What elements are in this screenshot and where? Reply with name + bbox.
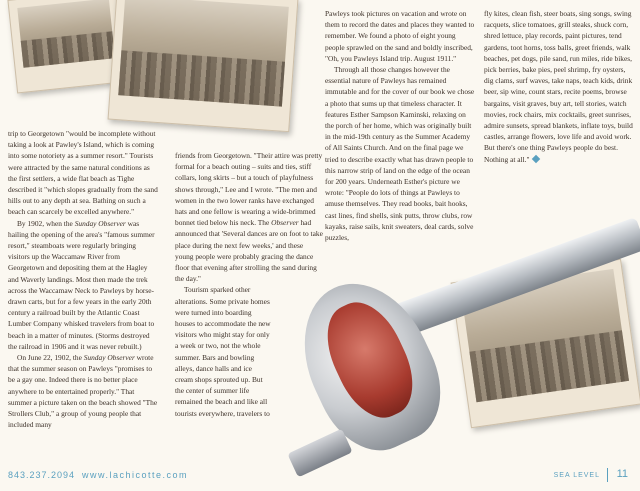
text-column-2	[175, 150, 323, 419]
paragraph: fly kites, clean fish, steer boats, sing songs, swing racquets, slice tomatoes, grill steaks, shuck corn, shred lettuce, play records, paint pictures, tend gardens, toot horns, toss balls, greet friends, walk beaches, pet dogs, pile sand, run miles, ride bikes, pick berries, bake pies, peel shrimp, fry oysters, dig clams, surf waves, take naps, teach kids, drink beer, sip wine, count stars, recite poems, browse bargains, visit graves, buy art, tell stories, watch movies, rock chairs, mix cocktails, greet sunrises, admire sunsets, spread blankets, inflate toys, build castles, arrange flowers, love life and avoid work. But there's one thing Pawleys people do best. Nothing at all."	[484, 9, 633, 164]
vintage-photo	[17, 0, 115, 68]
paragraph: trip to Georgetown "would be incomplete without taking a look at Pawley's Island, which is coming into some notoriety as a summer resort." Tourists were attracted by the same natural conditions as the first settlers, a wide flat beach as Tighe described it "which slopes gradually from the sand hills out to any depth at sea. Bathing on such a beach can scarcely be excelled anywhere."	[8, 129, 158, 217]
vintage-photo	[118, 0, 289, 107]
paragraph: On June 22, 1902, the Sunday Observer wrote that the summer season on Pawleys "promises to be a gay one. Indeed there is no better place anywhere to be entertained properly." That summer a picture taken on the beach showed "The Strollers Club," a group of young people that included many	[8, 353, 158, 430]
diamond-end-mark-icon	[531, 154, 539, 162]
paragraph: By 1902, when the Sunday Observer was hailing the opening of the area's "famous summer resort," steamboats were regularly bringing visitors up the Waccamaw River from Georgetown and depositing them at the Hagley and Waverly landings. Most then made the trek across the Waccamaw Neck to Pawleys by horse-drawn carts, but for a few years in the early 20th century a railroad built by the Atlantic Coast Lumber Company whisked travelers from boat to beach in a matter of minutes. (Storms destroyed the railroad in 1906 and it was never rebuilt.)	[8, 218, 155, 351]
vintage-photo-card-center	[108, 0, 299, 132]
text-column-4	[484, 8, 634, 165]
paragraph: Tourism sparked other alterations. Some private homes were turned into boarding houses to accommodate the new visitors who might stay for only a week or two, not the whole summer. Bars and bowling alleys, dance halls and ice cream shops sprouted up. But the center of summer life remained the beach and like all tourists everywhere, travelers to	[175, 285, 271, 418]
paragraph: Pawleys took pictures on vacation and wrote on them to record the dates and places they wanted to remember. We found a photo of eight young people sprawled on the sand and boldly inscribed, "Oh, you Pawleys Island trip. August 1911."	[325, 9, 475, 63]
footer-section-name: SEA LEVEL	[553, 472, 600, 479]
text-column-3	[325, 8, 475, 243]
footer-phone: 843.237.2094	[8, 470, 76, 480]
vintage-photo-card-left	[7, 0, 126, 93]
paragraph: Through all those changes however the essential nature of Pawleys has remained immutable and for the cover of our book we chose a photo that sums up that timeless character. It features Esther Sampson Kaminski, relaxing on the porch of her home, which was originally built in the mid-19th century as the Summer Academy of All Saints Church. And on the final page we tried to describe exactly what has drawn people to this narrow strip of land on the edge of the ocean for 200 years. Underneath Esther's picture we wrote: "People do lots of things at Pawleys to amuse themselves. They read books, bait hooks, cast lines, find shells, sink putts, throw clubs, row kayaks, raise sails, knit sweaters, deal cards, solve puzzles,	[325, 65, 475, 243]
footer-url-link[interactable]: www.lachicotte.com	[82, 470, 189, 480]
page-footer	[0, 462, 640, 491]
paragraph: friends from Georgetown. "Their attire was pretty formal for a beach outing – suits and ties, stiff collars, long skirts – but a touch of playfulness shows through," Lee and I wrote. "The men and women in the two lower ranks have exchanged hats and one fellow is wearing a wide-brimmed bonnet tied below his neck. The Observer had announced that 'Several dances are on foot to take place during the next few weeks,' and these young people were probably gracing the dance floor that evening after strolling the sand during the day."	[175, 151, 323, 284]
text-column-1	[8, 128, 158, 430]
page-number: 11	[616, 468, 628, 480]
footer-divider	[607, 468, 608, 482]
